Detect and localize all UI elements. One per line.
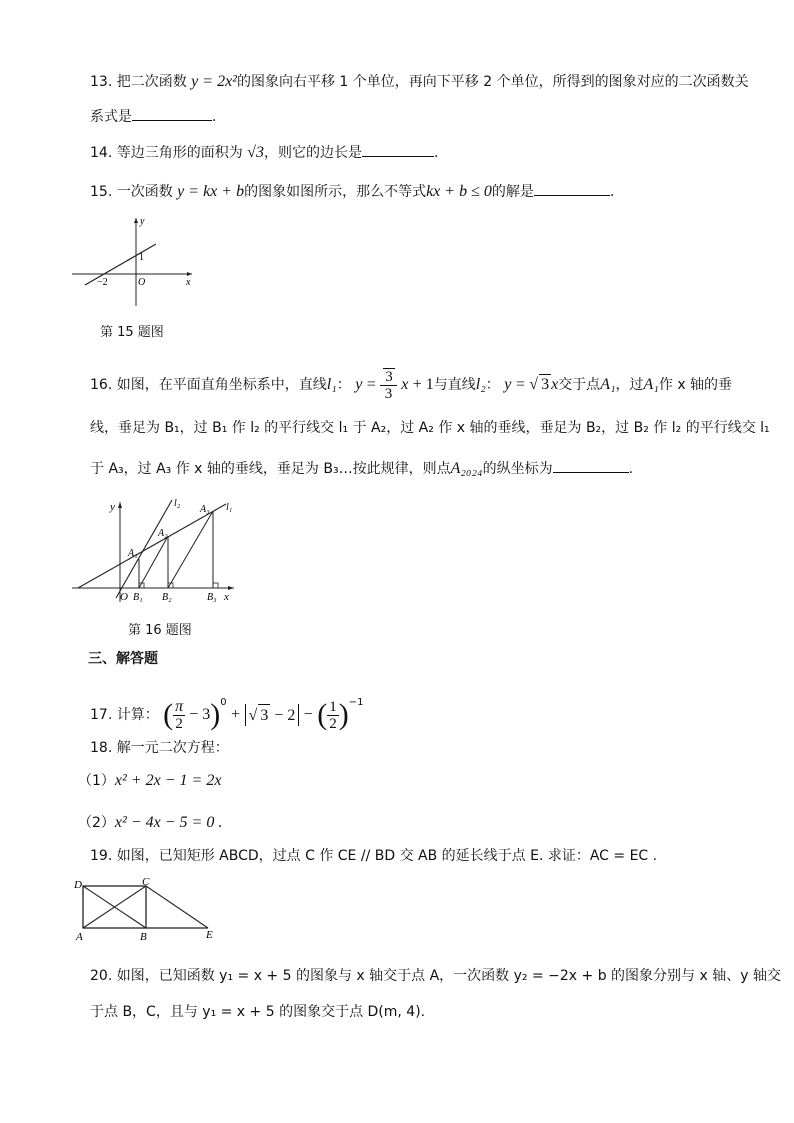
q15-caption: 第 15 题图 bbox=[100, 325, 164, 340]
q14-line: 14. 等边三角形的面积为 √3，则它的边长是 . bbox=[90, 144, 439, 161]
q16-a2-label: A₂ bbox=[158, 528, 168, 539]
section-heading: 三、解答题 bbox=[88, 651, 158, 667]
q15-one-label: 1 bbox=[139, 252, 144, 263]
q19-line: 19. 如图，已知矩形 ABCD，过点 C 作 CE // BD 交 AB 的延长线于点 E. 求证：AC = EC . bbox=[90, 848, 658, 864]
q20-line2: 于点 B，C，且与 y₁ = x + 5 的图象交于点 D(m, 4). bbox=[90, 1004, 426, 1020]
q15-origin-label: O bbox=[138, 277, 146, 288]
q16-y-label: y bbox=[110, 501, 115, 513]
q16-l2-label: l₂ bbox=[174, 498, 181, 509]
q16-a1-label: A₁ bbox=[128, 548, 138, 559]
q15-line: 15. 一次函数 y = kx + b的图象如图所示，那么不等式kx + b ≤ 0的解是 . bbox=[90, 183, 615, 200]
q19-d-label: D bbox=[74, 879, 82, 891]
q16-line2: 线，垂足为 B₁，过 B₁ 作 l₂ 的平行线交 l₁ 于 A₂，过 A₂ 作 x 轴的垂线，垂足为 B₂，过 B₂ 作 l₂ 的平行线交 l₁ bbox=[90, 420, 770, 436]
q16-caption: 第 16 题图 bbox=[128, 623, 192, 638]
q19-e-label: E bbox=[206, 929, 213, 941]
q15-y-label: y bbox=[140, 216, 145, 227]
q16-b2-label: B₂ bbox=[162, 592, 172, 603]
q16-figure bbox=[70, 494, 240, 606]
q13-line2: 系式是 . bbox=[90, 106, 216, 127]
answer-blank bbox=[132, 106, 212, 121]
q20-line1: 20. 如图，已知函数 y₁ = x + 5 的图象与 x 轴交于点 A，一次函数 y₂ = −2x + b 的图象分别与 x 轴、y 轴交 bbox=[90, 968, 781, 984]
q16-b1-label: B₁ bbox=[133, 592, 143, 603]
sqrt3-over-3: $\frac{3}{3}$ bbox=[380, 368, 397, 402]
q18-line: 18. 解一元二次方程： bbox=[90, 740, 229, 756]
q16-line1: 16. 如图，在平面直角坐标系中，直线l₁： y = $\frac{3}{3}$ x + 1与直线l₂： y = √ 3 x交于点A₁，过A₁作 x 轴的垂 bbox=[90, 369, 733, 402]
answer-blank bbox=[362, 142, 434, 157]
q15-figure bbox=[70, 214, 200, 310]
answer-blank bbox=[553, 458, 629, 473]
q18-part2: （2）x² − 4x − 5 = 0 . bbox=[78, 814, 223, 831]
q19-c-label: C bbox=[142, 876, 150, 888]
q19-a-label: A bbox=[76, 931, 83, 942]
q16-b3-label: B₃ bbox=[207, 592, 217, 603]
q19-b-label: B bbox=[140, 931, 147, 942]
q19-figure bbox=[70, 876, 220, 942]
q16-l1-label: l₁ bbox=[226, 502, 233, 513]
answer-blank bbox=[534, 181, 610, 196]
q17-line: 17. 计算： ( $\frac{\pi}{2}$ − 3)$^0$ + √ 3 − 2 − ( $\frac{1}{2}$ )$^{-1}$ bbox=[90, 697, 364, 732]
q13-line1: 13. 把二次函数 y = 2x²的图象向右平移 1 个单位，再向下平移 2 个单位，所得到的图象对应的二次函数关 bbox=[90, 73, 749, 90]
q16-a3-label: A₃ bbox=[200, 504, 210, 515]
q15-neg2-label: −2 bbox=[97, 277, 108, 288]
q16-x-label: x bbox=[224, 591, 229, 603]
q16-line3: 于 A₃，过 A₃ 作 x 轴的垂线，垂足为 B₃…按此规律，则点A₂₀₂₄的纵坐标为 . bbox=[90, 460, 634, 477]
q15-x-label: x bbox=[186, 277, 191, 288]
q18-part1: （1）x² + 2x − 1 = 2x bbox=[78, 772, 222, 789]
q16-origin-label: O bbox=[120, 591, 128, 603]
